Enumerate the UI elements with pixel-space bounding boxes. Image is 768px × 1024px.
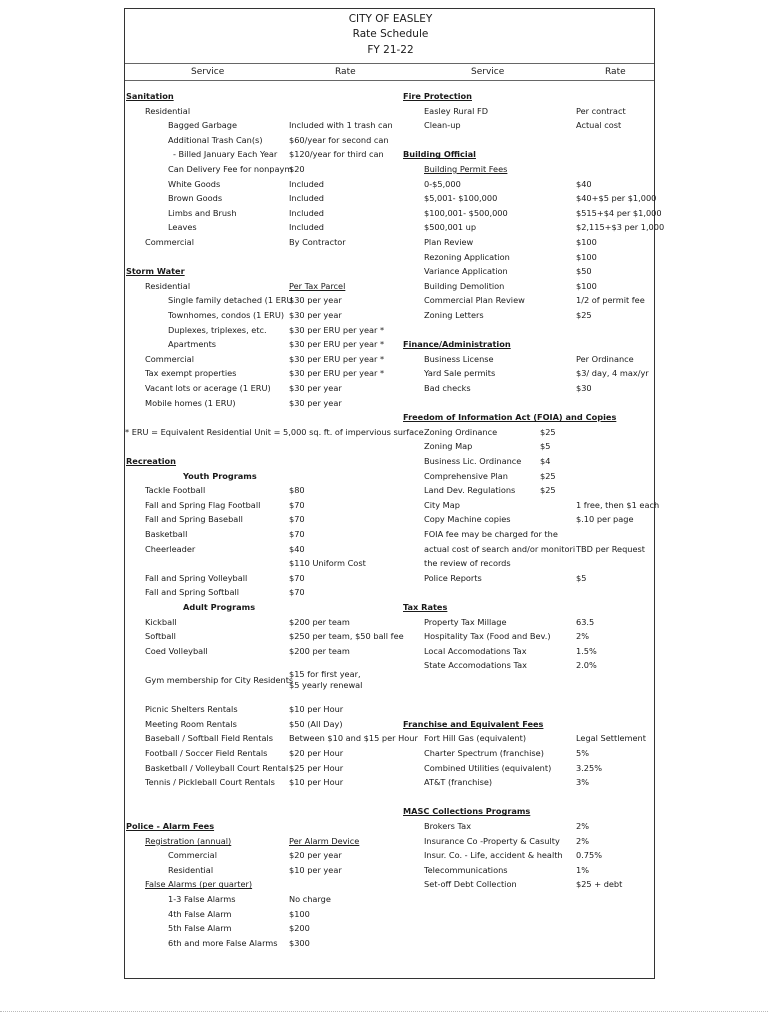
right-service-item: Local Accomodations Tax: [424, 645, 527, 656]
left-rate-value: $120/year for third can: [289, 149, 384, 160]
left-service-item: Limbs and Brush: [168, 207, 237, 218]
right-service-item: Bad checks: [424, 383, 471, 393]
right-service-item: Rezoning Application: [424, 251, 510, 262]
left-rate-value: $60/year for second can: [289, 134, 389, 145]
left-rate-value: $20 per year: [289, 850, 342, 861]
left-rate-value: $200 per team: [289, 645, 350, 656]
right-rate-value: $25 + debt: [576, 879, 623, 890]
right-rate-value: 1.5%: [576, 645, 597, 656]
left-service-item: Football / Soccer Field Rentals: [145, 748, 268, 758]
right-service-item: Yard Sale permits: [424, 368, 496, 379]
right-subheading: Building Permit Fees: [424, 164, 508, 174]
left-rate-value: $30 per ERU per year *: [289, 339, 385, 350]
left-service-item: Residential: [168, 864, 214, 875]
col-header-rate-right: Rate: [605, 67, 626, 77]
right-rate-value: 2%: [576, 835, 589, 846]
left-rate-value: Included: [289, 222, 325, 233]
right-rate-value: 2.0%: [576, 660, 597, 671]
right-service-item: Set-off Debt Collection: [424, 879, 517, 890]
left-subheading: Registration (annual): [145, 835, 232, 846]
right-section-heading: MASC Collections Programs: [403, 806, 531, 817]
right-rate-value: $30: [576, 383, 592, 393]
left-rate-value: No charge: [289, 894, 331, 904]
doc-title-schedule: Rate Schedule: [352, 28, 429, 40]
left-service-item: - Billed January Each Year: [173, 149, 278, 160]
left-rate-value: $30 per year: [289, 310, 342, 320]
left-service-item: Residential: [145, 280, 191, 291]
left-service-item: Bagged Garbage: [168, 120, 238, 131]
right-service-item: Hospitality Tax (Food and Bev.): [424, 631, 551, 642]
right-section-heading: Tax Rates: [403, 602, 448, 612]
rate-schedule-page: [124, 8, 665, 979]
right-rate-value: $515+$4 per $1,000: [576, 207, 662, 218]
left-service-item: Tackle Football: [145, 485, 206, 496]
doc-title-fy: FY 21-22: [367, 44, 414, 56]
header-rule-bottom: [125, 80, 654, 81]
right-service-item: Zoning Map: [424, 441, 473, 452]
right-rate-value: $25: [540, 426, 556, 437]
right-service-item: Easley Rural FD: [424, 105, 489, 116]
left-rate-value: $80: [289, 485, 305, 496]
right-rate-value: $25: [576, 310, 592, 320]
left-service-item: Can Delivery Fee for nonpaym: [168, 164, 293, 174]
right-service-item: Brokers Tax: [424, 821, 472, 831]
left-rate-value: $15 for first year,: [289, 669, 361, 679]
left-service-item: Commercial: [145, 237, 194, 247]
right-service-item: the review of records: [424, 558, 511, 569]
right-service-item: Land Dev. Regulations: [424, 485, 516, 496]
left-rate-value: $30 per ERU per year *: [289, 353, 385, 364]
left-rate-value: $70: [289, 587, 305, 598]
right-service-item: $5,001- $100,000: [424, 193, 498, 204]
left-service-item: Additional Trash Can(s): [168, 134, 263, 145]
left-rate-value: $30 per ERU per year *: [289, 324, 385, 335]
left-rate-value: Included with 1 trash can: [289, 120, 393, 131]
right-rate-value: $4: [540, 456, 551, 466]
col-header-service-left: Service: [191, 67, 225, 77]
left-service-item: Commercial: [168, 850, 217, 861]
right-rate-value: Per Ordinance: [576, 353, 634, 364]
left-service-item: 5th False Alarm: [168, 923, 232, 934]
right-service-item: Insurance Co -Property & Casulty: [424, 835, 560, 846]
left-rate-value: $50 (All Day): [289, 718, 343, 729]
left-rate-value: $30 per year: [289, 295, 342, 306]
left-rate-value: Between $10 and $15 per Hour: [289, 733, 418, 744]
left-program-group: Youth Programs: [183, 470, 257, 481]
right-service-item: actual cost of search and/or monitori: [424, 543, 576, 554]
right-rate-value: 2%: [576, 631, 589, 642]
left-service-item: Duplexes, triplexes, etc.: [168, 324, 267, 335]
right-service-item: State Accomodations Tax: [424, 660, 528, 671]
left-service-item: Fall and Spring Baseball: [145, 514, 243, 525]
left-section-heading: Storm Water: [126, 266, 185, 277]
right-section-heading: Building Official: [403, 149, 476, 160]
left-service-item: Leaves: [168, 222, 197, 233]
left-service-item: Fall and Spring Softball: [145, 587, 240, 598]
left-rate-value: $20 per Hour: [289, 748, 344, 758]
left-rate-value: Included: [289, 178, 325, 189]
left-service-item: Mobile homes (1 ERU): [145, 397, 236, 408]
left-service-item: Fall and Spring Volleyball: [145, 572, 248, 583]
right-rate-value: $.10 per page: [576, 514, 634, 525]
right-service-item: Plan Review: [424, 237, 474, 247]
left-rate-value: By Contractor: [289, 237, 346, 247]
left-footnote: * ERU = Equivalent Residential Unit = 5,000 sq. ft. of impervious surface: [125, 426, 424, 437]
right-service-item: City Map: [424, 499, 460, 510]
left-rate-value: $110 Uniform Cost: [289, 558, 366, 569]
right-rate-value: $3/ day, 4 max/yr: [576, 368, 649, 379]
right-service-item: Charter Spectrum (franchise): [424, 748, 544, 758]
left-service-item: Single family detached (1 ERU: [168, 295, 293, 306]
right-rate-value: $100: [576, 280, 597, 291]
left-service-item: Softball: [145, 631, 176, 642]
right-rate-value: $40: [576, 178, 592, 189]
left-rate-value: $40: [289, 543, 305, 554]
left-service-item: Coed Volleyball: [145, 645, 208, 656]
right-rate-value: $2,115+$3 per 1,000: [576, 222, 665, 233]
right-service-item: Comprehensive Plan: [424, 470, 508, 481]
right-service-item: Combined Utilities (equivalent): [424, 762, 552, 773]
right-service-item: $100,001- $500,000: [424, 207, 508, 218]
right-service-item: Property Tax Millage: [424, 616, 507, 627]
left-rate-value: $10 per year: [289, 864, 342, 875]
right-service-item: Building Demolition: [424, 280, 505, 291]
left-section-heading: Sanitation: [126, 91, 174, 101]
left-service-item: Baseball / Softball Field Rentals: [145, 733, 273, 744]
doc-title-city: CITY OF EASLEY: [348, 13, 433, 25]
left-service-item: Basketball: [145, 529, 188, 539]
left-rate-value: $20: [289, 164, 305, 174]
left-service-item: Meeting Room Rentals: [145, 718, 237, 729]
right-section-heading: Freedom of Information Act (FOIA) and Copies: [403, 412, 617, 423]
left-rate-value: $70: [289, 499, 305, 510]
left-service-item: Fall and Spring Flag Football: [145, 499, 261, 510]
right-service-item: Business Lic. Ordinance: [424, 456, 522, 466]
left-service-item: Townhomes, condos (1 ERU): [168, 310, 285, 320]
right-service-item: Business License: [424, 353, 494, 364]
right-service-item: Telecommunications: [424, 864, 508, 875]
left-service-item: Tennis / Pickleball Court Rentals: [145, 777, 275, 788]
header-rule-top: [125, 63, 654, 64]
left-service-item: Commercial: [145, 353, 194, 364]
left-rate-value: Included: [289, 193, 325, 204]
right-service-item: Clean-up: [424, 120, 461, 131]
right-rate-value: $100: [576, 237, 597, 247]
right-section-heading: Fire Protection: [403, 91, 472, 101]
right-section-heading: Franchise and Equivalent Fees: [403, 718, 544, 729]
right-service-item: Zoning Letters: [424, 310, 484, 320]
left-service-item: 6th and more False Alarms: [168, 937, 278, 948]
right-service-item: 0-$5,000: [424, 178, 461, 189]
left-rate-value: $100: [289, 908, 310, 919]
right-rate-value: Actual cost: [576, 120, 622, 131]
right-service-item: Commercial Plan Review: [424, 295, 525, 306]
right-rate-value: $5: [540, 441, 551, 452]
right-section-heading: Finance/Administration: [403, 339, 511, 350]
left-service-item: Basketball / Volleyball Court Rental: [145, 762, 289, 773]
left-service-item: White Goods: [168, 178, 221, 189]
left-rate-value: $5 yearly renewal: [289, 680, 363, 690]
right-service-item: Copy Machine copies: [424, 514, 511, 525]
left-rate-value: $10 per Hour: [289, 777, 344, 788]
right-service-item: Fort Hill Gas (equivalent): [424, 733, 527, 744]
right-service-item: Zoning Ordinance: [424, 426, 498, 437]
right-rate-value: $100: [576, 251, 597, 262]
left-rate-value: $200 per team: [289, 616, 350, 627]
left-rate-value: $30 per year: [289, 383, 342, 393]
right-rate-value: Per contract: [576, 105, 626, 116]
right-rate-value: 1/2 of permit fee: [576, 295, 645, 306]
scan-edge-line: [0, 1011, 768, 1012]
left-service-item: Residential: [145, 105, 191, 116]
right-rate-value: Legal Settlement: [576, 733, 646, 744]
col-header-service-right: Service: [471, 67, 505, 77]
left-rate-value: Included: [289, 207, 325, 218]
left-subheading: False Alarms (per quarter): [145, 879, 253, 890]
right-rate-value: $25: [540, 470, 556, 481]
left-service-item: Vacant lots or acerage (1 ERU): [145, 383, 271, 393]
right-rate-value: 3%: [576, 777, 589, 788]
left-service-item: Cheerleader: [145, 543, 196, 554]
left-service-item: Gym membership for City Residents: [145, 675, 294, 685]
col-header-rate-left: Rate: [335, 67, 356, 77]
right-rate-value: 3.25%: [576, 762, 603, 773]
left-rate-value: Per Tax Parcel: [289, 280, 346, 291]
left-service-item: 4th False Alarm: [168, 908, 232, 919]
right-rate-value: 5%: [576, 748, 589, 758]
right-service-item: FOIA fee may be charged for the: [424, 529, 558, 539]
right-rate-value: 63.5: [576, 616, 595, 627]
left-service-item: 1-3 False Alarms: [168, 894, 236, 904]
right-rate-value: 0.75%: [576, 850, 603, 861]
left-section-heading: Police - Alarm Fees: [126, 821, 215, 831]
left-service-item: Tax exempt properties: [145, 368, 237, 379]
right-rate-value: $50: [576, 266, 592, 277]
left-rate-value: $250 per team, $50 ball fee: [289, 631, 404, 642]
left-section-heading: Recreation: [126, 456, 177, 466]
right-rate-value: $5: [576, 572, 587, 583]
left-rate-value: $70: [289, 529, 305, 539]
left-rate-value: $25 per Hour: [289, 762, 344, 773]
left-service-item: Picnic Shelters Rentals: [145, 704, 238, 715]
right-rate-value: 2%: [576, 821, 589, 831]
left-rate-value: $200: [289, 923, 310, 934]
left-service-item: Kickball: [145, 616, 177, 627]
right-rate-value: 1%: [576, 864, 589, 875]
left-rate-value: $30 per year: [289, 397, 342, 408]
right-rate-value: $40+$5 per $1,000: [576, 193, 657, 204]
left-rate-value: Per Alarm Device: [289, 835, 360, 846]
right-rate-value: $25: [540, 485, 556, 496]
right-service-item: Variance Application: [424, 266, 508, 277]
left-rate-value: $70: [289, 572, 305, 583]
right-service-item: AT&T (franchise): [424, 777, 493, 788]
right-service-item: $500,001 up: [424, 222, 477, 233]
right-service-item: Police Reports: [424, 572, 482, 583]
left-service-item: Apartments: [168, 339, 217, 350]
right-rate-value: TBD per Request: [576, 543, 645, 554]
left-rate-value: $70: [289, 514, 305, 525]
left-program-group: Adult Programs: [183, 602, 256, 612]
right-service-item: Insur. Co. - Life, accident & health: [424, 850, 563, 861]
right-rate-value: 1 free, then $1 each: [576, 499, 660, 510]
left-rate-value: $30 per ERU per year *: [289, 368, 385, 379]
left-service-item: Brown Goods: [168, 193, 223, 204]
left-rate-value: $300: [289, 937, 310, 948]
left-rate-value: $10 per Hour: [289, 704, 344, 715]
